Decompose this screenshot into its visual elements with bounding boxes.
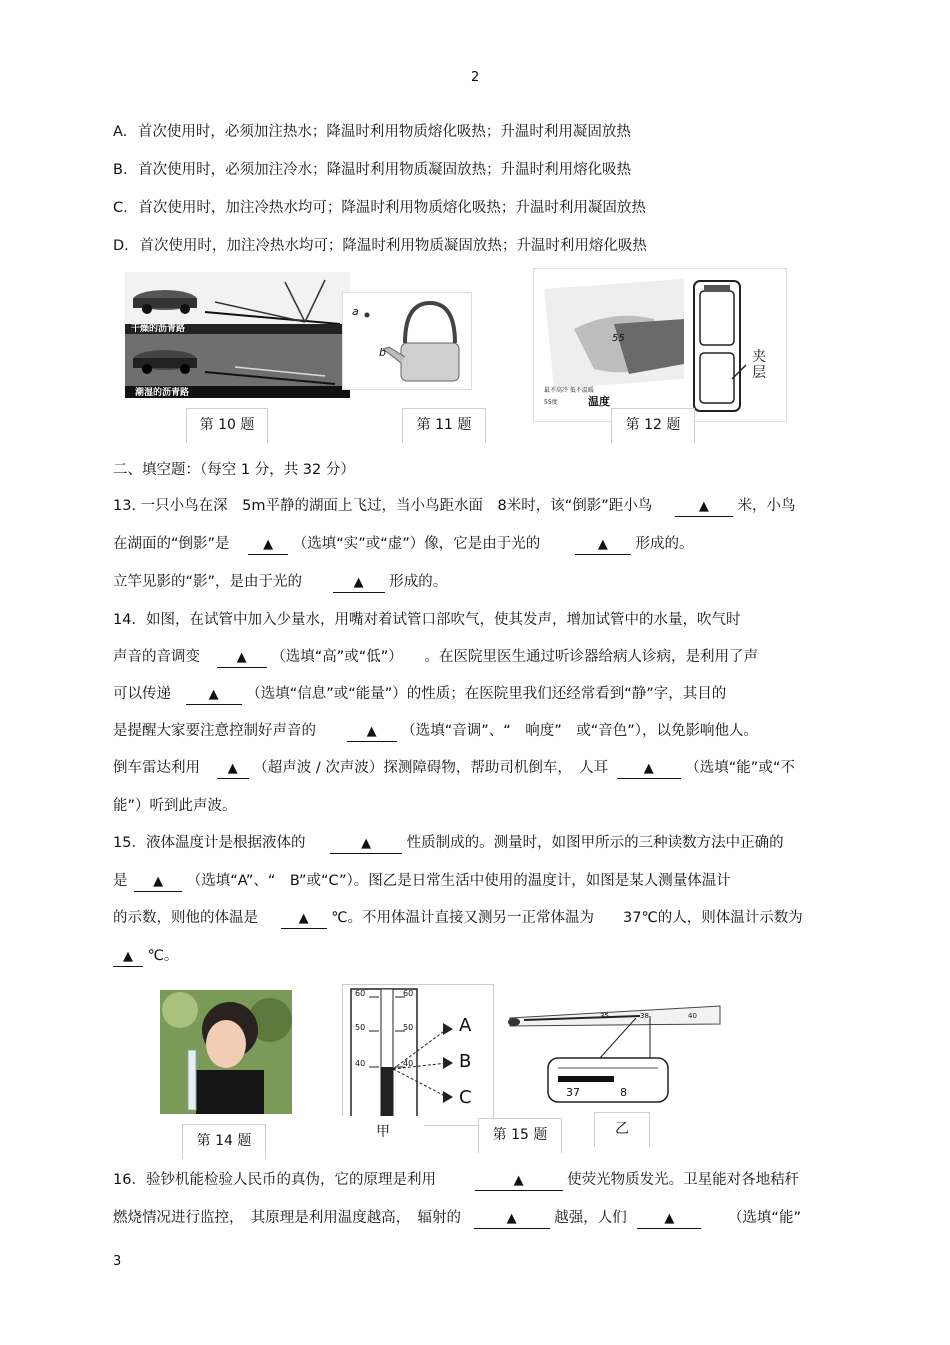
q15-line-1 — [113, 833, 784, 854]
blank-marker: ▲ — [208, 687, 219, 702]
q15-text-1a: 15．液体温度计是根据液体的 — [113, 835, 306, 851]
q14-blank-4 — [217, 759, 249, 779]
figure-10-road-image — [125, 272, 350, 398]
option-d-text: 首次使用时，加注冷热水均可；降温时利用物质凝固放热；升温时利用熔化吸热 — [139, 238, 647, 254]
caption-question-12: 第 12 题 — [611, 408, 695, 443]
figure-11-kettle-image — [342, 292, 472, 390]
eye-position-c: C — [459, 1087, 472, 1108]
figure-15-jia-thermometer — [342, 984, 494, 1126]
q14-text-4a: 是提醒大家要注意控制好声音的 — [113, 723, 316, 739]
figure-12-number: 55 — [612, 333, 625, 344]
q13-line-1 — [113, 496, 795, 517]
q16-blank-3 — [637, 1209, 701, 1229]
figure-14-photo — [160, 990, 292, 1114]
option-b-label: B. — [113, 162, 128, 178]
q13-text-2a: 在湖面的“倒影”是 — [113, 536, 230, 552]
q16-blank-2 — [474, 1209, 550, 1229]
option-a-text: 首次使用时，必须加注热水；降温时利用物质熔化吸热；升温时利用凝固放热 — [137, 124, 631, 140]
q15-blank-1 — [330, 834, 402, 854]
q13-blank-1 — [675, 497, 733, 517]
blank-marker: ▲ — [153, 874, 164, 889]
blank-marker: ▲ — [513, 1173, 524, 1188]
page-top-number: 2 — [471, 70, 480, 85]
clinical-scale-40: 40 — [688, 1012, 697, 1020]
q14-line-1: 14．如图，在试管中加入少量水，用嘴对着试管口部吹气，使其发声，增加试管中的水量，吹气时 — [113, 612, 741, 628]
blank-marker: ▲ — [298, 911, 309, 926]
q16-text-1a: 16．验钞机能检验人民币的真伪，它的原理是利用 — [113, 1172, 436, 1188]
q14-text-2b: （选填“高”或“低”） 。在医院里医生通过听诊器给病人诊病，是利用了声 — [271, 649, 759, 665]
q15-text-2a: 是 — [113, 873, 128, 889]
blank-marker: ▲ — [698, 499, 709, 514]
q13-text-2c: 形成的。 — [635, 536, 694, 552]
figure-12-side-label: 夹层 — [752, 349, 766, 381]
q15-text-4b: ℃。 — [147, 948, 179, 964]
blank-marker: ▲ — [361, 836, 372, 851]
blank-marker: ▲ — [123, 949, 133, 964]
option-c-text: 首次使用时，加注冷热水均可；降温时利用物质熔化吸热；升温时利用凝固放热 — [138, 200, 646, 216]
q14-line-5 — [113, 758, 795, 779]
caption-figure-yi: 乙 — [594, 1112, 650, 1147]
q15-line-3 — [113, 908, 803, 929]
q14-blank-1 — [217, 648, 267, 668]
q16-line-1 — [113, 1170, 799, 1191]
option-a-label: A. — [113, 124, 128, 140]
q16-line-2 — [113, 1208, 801, 1229]
q15-line-4 — [113, 946, 178, 967]
thermometer-jia-tick-left-60: 60 — [355, 989, 366, 998]
clinical-zoom-label-8: 8 — [620, 1086, 627, 1099]
caption-question-11: 第 11 题 — [402, 408, 486, 443]
caption-question-15: 第 15 题 — [478, 1118, 562, 1153]
caption-question-10: 第 10 题 — [186, 408, 268, 443]
blank-marker: ▲ — [236, 650, 247, 665]
figure-10-top-label: 干燥的沥青路 — [131, 324, 186, 334]
blank-marker: ▲ — [227, 761, 238, 776]
q16-text-1b: 使荧光物质发光。卫星能对各地秸秆 — [567, 1172, 800, 1188]
figure-12-cup-image — [533, 268, 787, 422]
option-d — [113, 236, 647, 256]
q14-blank-3 — [347, 722, 397, 742]
q13-text-3a: 立竿见影的“影”，是由于光的 — [113, 574, 303, 590]
q13-blank-3 — [575, 535, 631, 555]
q14-text-2a: 声音的音调变 — [113, 649, 200, 665]
q15-blank-4 — [113, 947, 143, 967]
q13-text-1a: 13. 一只小鸟在深 5m平静的湖面上飞过，当小鸟距水面 8米时，该“倒影”距小鸟 — [113, 498, 653, 514]
caption-question-14: 第 14 题 — [182, 1124, 266, 1159]
q14-line-4 — [113, 721, 758, 742]
q14-blank-5 — [617, 759, 681, 779]
blank-marker: ▲ — [353, 575, 364, 590]
clinical-scale-35: 35 — [600, 1012, 609, 1020]
blank-marker: ▲ — [643, 761, 654, 776]
q13-line-2 — [113, 534, 694, 555]
figure-14-drawing — [160, 990, 292, 1114]
blank-marker: ▲ — [664, 1211, 675, 1226]
thermometer-jia-tick-left-40: 40 — [355, 1059, 366, 1068]
q15-text-1b: 性质制成的。测量时，如图甲所示的三种读数方法中正确的 — [406, 835, 784, 851]
figure-12-small-text-1: 最不高冷 低不温暖 — [544, 387, 594, 394]
q13-blank-2 — [248, 535, 288, 555]
q15-blank-2 — [134, 872, 182, 892]
q14-text-4b: （选填“音调”、“ 响度” 或“音色”），以免影响他人。 — [401, 723, 759, 739]
option-a — [113, 122, 631, 142]
option-c-label: C. — [113, 200, 128, 216]
thermometer-jia-tick-right-50: 50 — [403, 1023, 414, 1032]
option-b — [113, 160, 631, 180]
thermometer-jia-tick-left-50: 50 — [355, 1023, 366, 1032]
figure-12-small-text-2: 55度 — [544, 399, 558, 406]
q14-line-3 — [113, 684, 726, 705]
blank-marker: ▲ — [263, 537, 274, 552]
section-title: 二、填空题：（每空 1 分，共 32 分） — [113, 462, 355, 478]
thermometer-jia-tick-right-40: 40 — [403, 1059, 414, 1068]
figure-12-small-text-3: 温度 — [588, 395, 610, 408]
q16-blank-1 — [475, 1171, 563, 1191]
eye-position-a: A — [459, 1015, 472, 1036]
figure-15-yi-clinical-thermometer — [500, 996, 728, 1114]
figure-10-drawing — [125, 272, 350, 398]
option-d-label: D. — [113, 238, 129, 254]
q15-blank-3 — [281, 909, 327, 929]
q14-text-3b: （选填“信息”或“能量”）的性质；在医院里我们还经常看到“静”字，其目的 — [246, 686, 727, 702]
q15-text-3b: ℃。不用体温计直接又测另一正常体温为 37℃的人，则体温计示数为 — [331, 910, 803, 926]
figure-10-bottom-label: 潮湿的沥青路 — [135, 388, 190, 398]
blank-marker: ▲ — [597, 537, 608, 552]
option-b-text: 首次使用时，必须加注冷水；降温时利用物质凝固放热；升温时利用熔化吸热 — [138, 162, 632, 178]
kettle-drawing — [343, 293, 471, 389]
q14-text-3a: 可以传递 — [113, 686, 171, 702]
eye-position-b: B — [459, 1051, 472, 1072]
blank-marker: ▲ — [506, 1211, 517, 1226]
q13-text-1b: 米，小鸟 — [737, 498, 796, 514]
q13-blank-4 — [333, 573, 385, 593]
q15-line-2 — [113, 871, 731, 892]
q16-text-2c: （选填“能” — [727, 1210, 801, 1226]
blank-marker: ▲ — [366, 724, 377, 739]
clinical-zoom-label-37: 37 — [566, 1086, 580, 1099]
q13-line-3 — [113, 572, 447, 593]
caption-figure-jia: 甲 — [342, 1116, 424, 1150]
cup-drawing — [534, 269, 786, 421]
q14-text-5a: 倒车雷达利用 — [113, 760, 200, 776]
page-bottom-number: 3 — [113, 1254, 122, 1269]
q14-line-6: 能”）听到此声波。 — [113, 798, 237, 814]
q15-text-3a: 的示数，则他的体温是 — [113, 910, 258, 926]
q16-text-2b: 越强，人们 — [554, 1210, 627, 1226]
option-c — [113, 198, 646, 218]
q13-text-3b: 形成的。 — [389, 574, 448, 590]
q14-text-5c: （选填“能”或“不 — [685, 760, 795, 776]
thermometer-jia-tick-right-60: 60 — [403, 989, 414, 998]
q14-line-2 — [113, 647, 758, 668]
q14-blank-2 — [186, 685, 242, 705]
q15-text-2b: （选填“A”、“ B”或“C”）。图乙是日常生活中使用的温度计，如图是某人测量体温计 — [186, 873, 731, 889]
figure-11-label-b: b — [379, 346, 386, 359]
clinical-scale-38: 38 — [640, 1012, 649, 1020]
figure-11-label-a: a — [352, 305, 359, 318]
q13-text-2b: （选填“实”或“虚”）像，它是由于光的 — [292, 536, 541, 552]
q16-text-2a: 燃烧情况进行监控， 其原理是利用温度越高， 辐射的 — [113, 1210, 461, 1226]
q14-text-5b: （超声波 / 次声波）探测障碍物，帮助司机倒车， 人耳 — [253, 760, 609, 776]
